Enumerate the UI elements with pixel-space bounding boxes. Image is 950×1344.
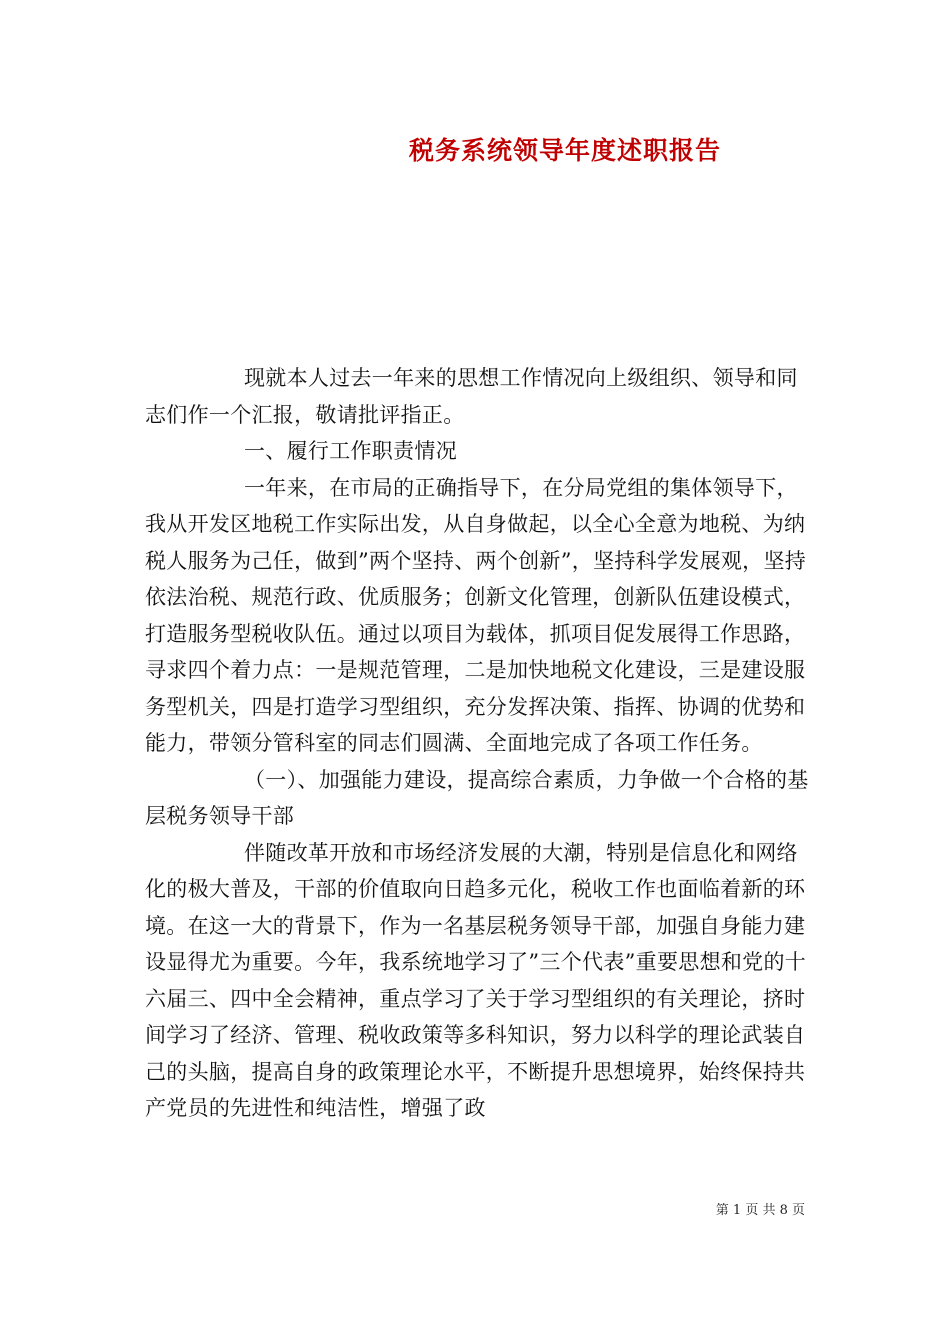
- document-body: [145, 360, 811, 1127]
- paragraph-intro: 现就本人过去一年来的思想工作情况向上级组织、领导和同志们作一个汇报，敬请批评指正。: [145, 366, 798, 427]
- paragraph-overview: 一年来，在市局的正确指导下，在分局党组的集体领导下，我从开发区地税工作实际出发，从自身做起，以全心全意为地税、为纳税人服务为己任，做到”两个坚持、两个创新”，坚持科学发展观，坚持依法治税、规范行政、优质服务；创新文化管理，创新队伍建设模式，打造服务型税收队伍。通过以项目为载体，抓项目促发展得工作思路，寻求四个着力点：一是规范管理，二是加快地税文化建设，三是建设服务型机关，四是打造学习型组织，充分发挥决策、指挥、协调的优势和能力，带领分管科室的同志们圆满、全面地完成了各项工作任务。: [145, 475, 807, 755]
- subsection-heading-1: （一）、加强能力建设，提高综合素质，力争做一个合格的基层税务领导干部: [145, 767, 809, 828]
- paragraph-capability: 伴随改革开放和市场经济发展的大潮，特别是信息化和网络化的极大普及，干部的价值取向日趋多元化，税收工作也面临着新的环境。在这一大的背景下，作为一名基层税务领导干部，加强自身能力建设显得尤为重要。今年，我系统地学习了”三个代表”重要思想和党的十六届三、四中全会精神，重点学习了关于学习型组织的有关理论，挤时间学习了经济、管理、税收政策等多科知识，努力以科学的理论武装自己的头脑，提高自身的政策理论水平，不断提升思想境界，始终保持共产党员的先进性和纯洁性，增强了政: [145, 840, 807, 1120]
- section-heading-1: 一、履行工作职责情况: [244, 439, 457, 463]
- page-number: 第 1 页 共 8 页: [715, 1203, 805, 1218]
- document-title: 税务系统领导年度述职报告: [408, 136, 721, 165]
